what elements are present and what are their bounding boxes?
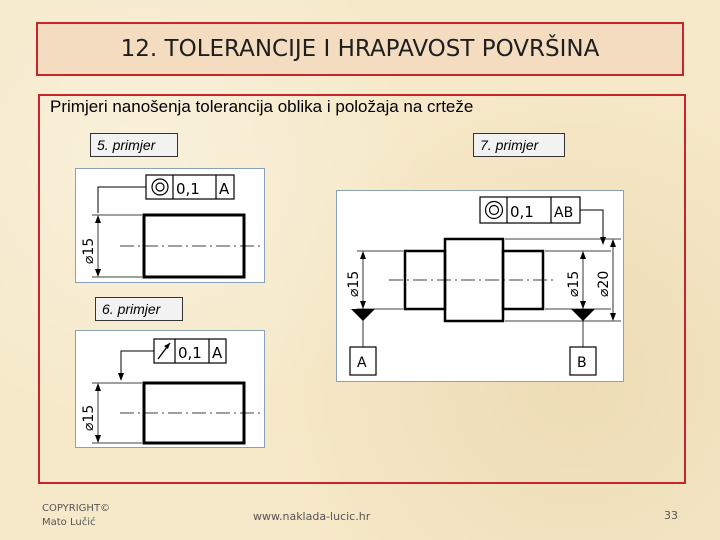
datum-b-letter: B	[577, 355, 587, 371]
datum-references: AB	[554, 205, 574, 221]
example-7-drawing	[336, 190, 624, 382]
feature-control-frame	[154, 339, 226, 363]
leader-line	[580, 210, 603, 243]
slide-title-text: 12. TOLERANCIJE I HRAPAVOST POVRŠINA	[120, 36, 600, 62]
leader-line	[121, 351, 154, 379]
feature-control-frame	[480, 197, 580, 223]
concentricity-icon	[486, 202, 503, 219]
leader-line	[98, 187, 146, 213]
author-line: Mato Lučić	[42, 517, 96, 528]
tolerance-value: 0,1	[176, 180, 200, 198]
page-number: 33	[664, 509, 678, 522]
slide-subtitle: Primjeri nanošenja tolerancija oblika i položaja na crteže	[50, 97, 474, 116]
diameter-dimension: ⌀15	[81, 237, 97, 264]
example-7-label	[473, 133, 565, 157]
footer-copyright	[42, 502, 110, 530]
tolerance-value: 0,1	[510, 203, 534, 221]
tolerance-value: 0,1	[178, 344, 202, 362]
feature-control-frame	[146, 175, 234, 199]
datum-reference: A	[219, 180, 230, 198]
example-6-drawing	[75, 330, 265, 448]
example-5-label-text: 5. primjer	[97, 137, 156, 153]
datum-reference: A	[212, 344, 223, 362]
example-6-label-text: 6. primjer	[102, 301, 161, 317]
datum-triangle-a	[351, 309, 375, 321]
footer-website: www.naklada-lucic.hr	[253, 510, 371, 523]
example-5-drawing	[75, 168, 265, 283]
right-large-diameter-dimension: ⌀20	[596, 270, 612, 297]
concentricity-icon	[152, 179, 168, 195]
example-5-label	[90, 133, 178, 157]
right-small-diameter-dimension: ⌀15	[566, 270, 582, 297]
diameter-dimension: ⌀15	[81, 404, 97, 431]
slide-title	[36, 22, 684, 76]
datum-a-letter: A	[357, 355, 367, 371]
example-6-label	[95, 297, 183, 321]
left-diameter-dimension: ⌀15	[346, 270, 362, 297]
example-7-label-text: 7. primjer	[480, 137, 539, 153]
datum-triangle-b	[571, 309, 595, 321]
copyright-line: COPYRIGHT©	[42, 503, 111, 514]
